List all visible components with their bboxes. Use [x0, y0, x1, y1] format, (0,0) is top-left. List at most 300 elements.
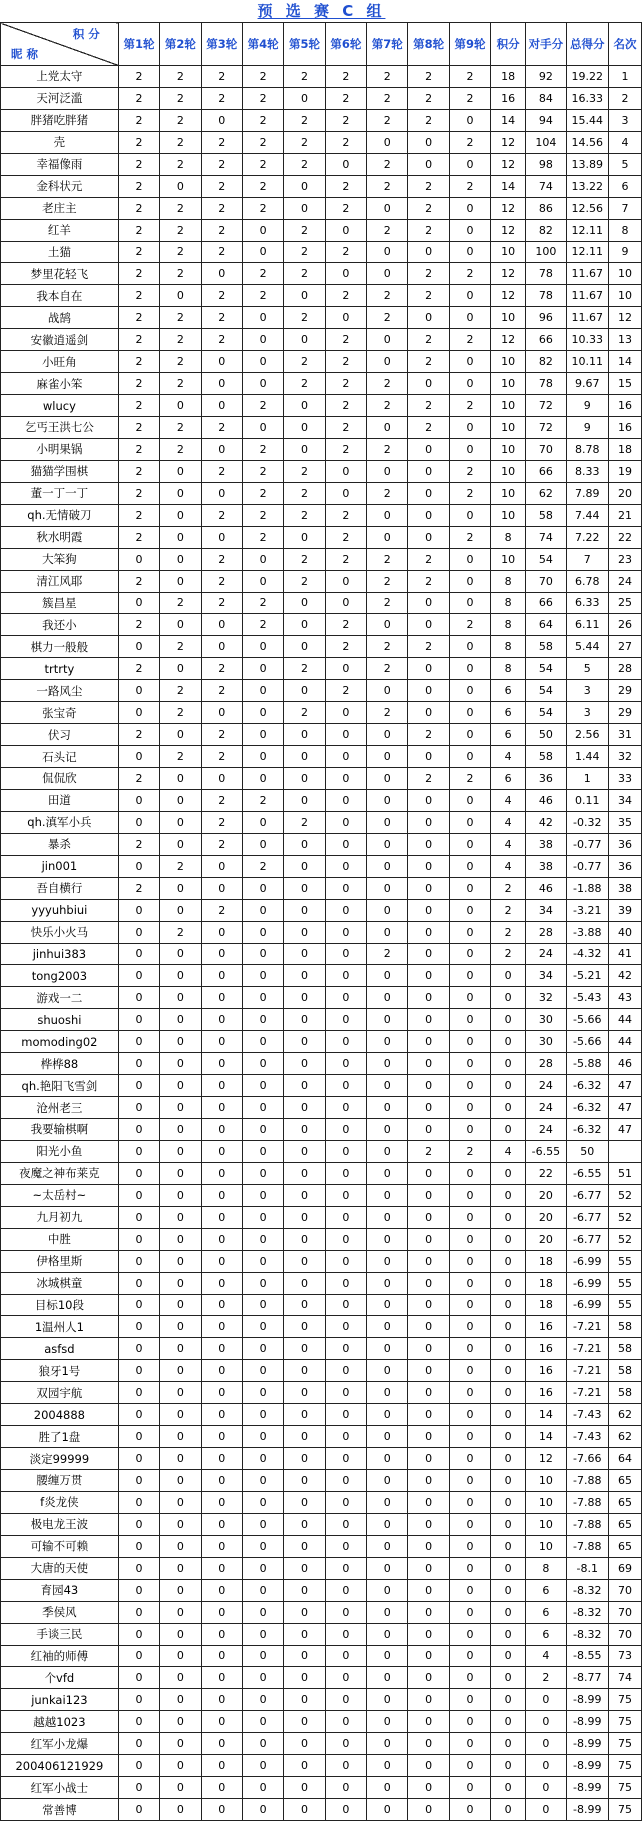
round-8-cell: 0 — [408, 789, 449, 811]
points-cell: 10 — [491, 395, 526, 417]
round-4-cell: 0 — [242, 1140, 283, 1162]
total-score-cell: 16.33 — [566, 87, 608, 109]
round-6-cell: 2 — [325, 66, 366, 88]
round-3-cell: 2 — [201, 899, 242, 921]
round-1-cell: 0 — [118, 636, 159, 658]
round-2-cell: 0 — [160, 1382, 201, 1404]
rank-cell: 36 — [608, 855, 641, 877]
table-row — [1, 1777, 642, 1799]
round-2-cell: 2 — [160, 592, 201, 614]
round-8-cell: 0 — [408, 482, 449, 504]
round-1-cell: 2 — [118, 877, 159, 899]
rank-cell: 55 — [608, 1272, 641, 1294]
round-1-cell: 0 — [118, 1601, 159, 1623]
round-5-cell: 0 — [284, 1557, 325, 1579]
total-score-cell: -6.77 — [566, 1206, 608, 1228]
round-6-cell: 0 — [325, 307, 366, 329]
round-3-cell: 2 — [201, 592, 242, 614]
table-row — [1, 680, 642, 702]
round-4-cell: 0 — [242, 746, 283, 768]
header-points: 积分 — [491, 23, 526, 66]
round-7-cell: 0 — [367, 197, 408, 219]
round-2-cell: 2 — [160, 219, 201, 241]
table-header — [1, 23, 642, 66]
round-1-cell: 2 — [118, 197, 159, 219]
round-4-cell: 0 — [242, 1097, 283, 1119]
round-6-cell: 0 — [325, 153, 366, 175]
opponent-score-cell: 54 — [526, 702, 566, 724]
points-cell: 0 — [491, 1228, 526, 1250]
header-round-9: 第9轮 — [449, 23, 490, 66]
table-row — [1, 1338, 642, 1360]
round-5-cell: 0 — [284, 1250, 325, 1272]
round-6-cell: 0 — [325, 1184, 366, 1206]
round-6-cell: 0 — [325, 987, 366, 1009]
round-2-cell: 0 — [160, 1645, 201, 1667]
round-6-cell: 0 — [325, 1755, 366, 1777]
rank-cell: 55 — [608, 1250, 641, 1272]
round-1-cell: 0 — [118, 1448, 159, 1470]
round-2-cell: 0 — [160, 1448, 201, 1470]
round-3-cell: 2 — [201, 307, 242, 329]
total-score-cell: -8.32 — [566, 1579, 608, 1601]
round-9-cell: 2 — [449, 614, 490, 636]
round-6-cell: 0 — [325, 1250, 366, 1272]
round-8-cell: 2 — [408, 109, 449, 131]
round-5-cell: 0 — [284, 1097, 325, 1119]
round-2-cell: 2 — [160, 109, 201, 131]
total-score-cell: -6.55 — [566, 1162, 608, 1184]
opponent-score-cell: 0 — [526, 1755, 566, 1777]
round-8-cell: 2 — [408, 175, 449, 197]
round-1-cell: 2 — [118, 329, 159, 351]
player-name-cell: 极电龙王波 — [1, 1513, 119, 1535]
round-3-cell: 0 — [201, 1184, 242, 1206]
round-7-cell: 0 — [367, 987, 408, 1009]
player-name-cell: qh.滇军小兵 — [1, 811, 119, 833]
header-round-3: 第3轮 — [201, 23, 242, 66]
points-cell: 0 — [491, 1799, 526, 1821]
round-2-cell: 0 — [160, 1075, 201, 1097]
round-7-cell: 2 — [367, 285, 408, 307]
round-5-cell: 0 — [284, 395, 325, 417]
points-cell: 0 — [491, 1667, 526, 1689]
player-name-cell: 伊格里斯 — [1, 1250, 119, 1272]
round-1-cell: 0 — [118, 1228, 159, 1250]
rank-cell: 43 — [608, 987, 641, 1009]
rank-cell: 10 — [608, 263, 641, 285]
corner-nickname-label: 昵 称 — [11, 47, 39, 61]
round-9-cell: 0 — [449, 417, 490, 439]
round-5-cell: 2 — [284, 570, 325, 592]
round-8-cell: 0 — [408, 153, 449, 175]
total-score-cell: 19.22 — [566, 66, 608, 88]
round-2-cell: 0 — [160, 570, 201, 592]
round-2-cell: 0 — [160, 1031, 201, 1053]
total-score-cell: -0.77 — [566, 855, 608, 877]
round-1-cell: 0 — [118, 1404, 159, 1426]
round-3-cell: 2 — [201, 197, 242, 219]
round-7-cell: 2 — [367, 592, 408, 614]
round-1-cell: 2 — [118, 460, 159, 482]
opponent-score-cell: 38 — [526, 855, 566, 877]
round-6-cell: 0 — [325, 1272, 366, 1294]
points-cell: 10 — [491, 241, 526, 263]
round-2-cell: 0 — [160, 285, 201, 307]
round-5-cell: 0 — [284, 1184, 325, 1206]
round-9-cell: 0 — [449, 746, 490, 768]
round-1-cell: 0 — [118, 1053, 159, 1075]
points-cell: 0 — [491, 1294, 526, 1316]
round-4-cell: 2 — [242, 855, 283, 877]
round-7-cell: 0 — [367, 1294, 408, 1316]
table-row — [1, 1689, 642, 1711]
round-2-cell: 0 — [160, 1689, 201, 1711]
round-6-cell: 0 — [325, 570, 366, 592]
round-4-cell: 0 — [242, 1799, 283, 1821]
opponent-score-cell: 46 — [526, 789, 566, 811]
rank-cell: 3 — [608, 109, 641, 131]
corner-points-label: 积 分 — [72, 27, 100, 41]
round-3-cell: 0 — [201, 1667, 242, 1689]
total-score-cell: 12.11 — [566, 241, 608, 263]
round-3-cell: 0 — [201, 1294, 242, 1316]
round-7-cell: 0 — [367, 855, 408, 877]
rank-cell: 1 — [608, 66, 641, 88]
round-1-cell: 2 — [118, 724, 159, 746]
table-row — [1, 175, 642, 197]
total-score-cell: 9.67 — [566, 373, 608, 395]
results-table — [0, 22, 642, 1821]
round-9-cell: 0 — [449, 1448, 490, 1470]
table-row — [1, 395, 642, 417]
round-6-cell: 0 — [325, 460, 366, 482]
total-score-cell: 3 — [566, 680, 608, 702]
round-1-cell: 0 — [118, 1667, 159, 1689]
round-1-cell: 0 — [118, 1272, 159, 1294]
round-1-cell: 0 — [118, 899, 159, 921]
points-cell: 8 — [491, 658, 526, 680]
header-corner — [1, 23, 119, 66]
player-name-cell: 游戏一二 — [1, 987, 119, 1009]
round-1-cell: 0 — [118, 1119, 159, 1141]
total-score-cell: -3.21 — [566, 899, 608, 921]
round-3-cell: 0 — [201, 1470, 242, 1492]
total-score-cell: -7.88 — [566, 1535, 608, 1557]
round-8-cell: 0 — [408, 1579, 449, 1601]
round-2-cell: 0 — [160, 1184, 201, 1206]
opponent-score-cell: 58 — [526, 746, 566, 768]
total-score-cell: -6.32 — [566, 1097, 608, 1119]
table-row — [1, 1009, 642, 1031]
round-8-cell: 0 — [408, 1338, 449, 1360]
round-4-cell: 0 — [242, 636, 283, 658]
points-cell: 0 — [491, 1645, 526, 1667]
round-8-cell: 0 — [408, 614, 449, 636]
player-name-cell: 胜了1盘 — [1, 1426, 119, 1448]
round-3-cell: 2 — [201, 746, 242, 768]
header-round-1: 第1轮 — [118, 23, 159, 66]
round-3-cell: 0 — [201, 1053, 242, 1075]
points-cell: 0 — [491, 1448, 526, 1470]
points-cell: 2 — [491, 877, 526, 899]
opponent-score-cell: 24 — [526, 1097, 566, 1119]
round-2-cell: 2 — [160, 87, 201, 109]
header-round-7: 第7轮 — [367, 23, 408, 66]
player-name-cell: 石头记 — [1, 746, 119, 768]
round-6-cell: 2 — [325, 395, 366, 417]
round-2-cell: 0 — [160, 1053, 201, 1075]
round-6-cell: 0 — [325, 1601, 366, 1623]
total-score-cell: 6.11 — [566, 614, 608, 636]
total-score-cell: -6.99 — [566, 1294, 608, 1316]
round-1-cell: 2 — [118, 417, 159, 439]
round-6-cell: 0 — [325, 724, 366, 746]
rank-cell: 24 — [608, 570, 641, 592]
round-4-cell: 2 — [242, 460, 283, 482]
round-8-cell: 0 — [408, 1711, 449, 1733]
round-5-cell: 0 — [284, 965, 325, 987]
player-name-cell: 个vfd — [1, 1667, 119, 1689]
opponent-score-cell: 78 — [526, 285, 566, 307]
round-6-cell: 0 — [325, 1711, 366, 1733]
round-5-cell: 2 — [284, 373, 325, 395]
round-3-cell: 0 — [201, 1579, 242, 1601]
round-6-cell: 0 — [325, 1667, 366, 1689]
round-3-cell: 2 — [201, 131, 242, 153]
round-4-cell: 2 — [242, 285, 283, 307]
round-4-cell: 2 — [242, 87, 283, 109]
rank-cell: 40 — [608, 921, 641, 943]
rank-cell: 75 — [608, 1711, 641, 1733]
round-1-cell: 2 — [118, 351, 159, 373]
rank-cell: 42 — [608, 965, 641, 987]
player-name-cell: yyyuhbiui — [1, 899, 119, 921]
total-score-cell: -0.32 — [566, 811, 608, 833]
round-7-cell: 0 — [367, 526, 408, 548]
points-cell: 12 — [491, 219, 526, 241]
opponent-score-cell: 66 — [526, 592, 566, 614]
player-name-cell: 中胜 — [1, 1228, 119, 1250]
player-name-cell: 红袖的师傅 — [1, 1645, 119, 1667]
round-9-cell: 2 — [449, 87, 490, 109]
round-7-cell: 0 — [367, 1579, 408, 1601]
round-2-cell: 2 — [160, 241, 201, 263]
player-name-cell: 战鹄 — [1, 307, 119, 329]
rank-cell: 47 — [608, 1119, 641, 1141]
round-8-cell: 0 — [408, 241, 449, 263]
rank-cell: 32 — [608, 746, 641, 768]
rank-cell: 47 — [608, 1097, 641, 1119]
player-name-cell: 越越1023 — [1, 1711, 119, 1733]
round-2-cell: 0 — [160, 811, 201, 833]
round-5-cell: 0 — [284, 833, 325, 855]
round-8-cell: 2 — [408, 548, 449, 570]
round-4-cell: 0 — [242, 833, 283, 855]
round-4-cell: 0 — [242, 1623, 283, 1645]
round-9-cell: 0 — [449, 1382, 490, 1404]
round-4-cell: 0 — [242, 1491, 283, 1513]
round-6-cell: 0 — [325, 1316, 366, 1338]
round-9-cell: 0 — [449, 1535, 490, 1557]
round-4-cell: 0 — [242, 965, 283, 987]
round-3-cell: 0 — [201, 614, 242, 636]
round-3-cell: 2 — [201, 153, 242, 175]
round-8-cell: 0 — [408, 1755, 449, 1777]
points-cell: 0 — [491, 1250, 526, 1272]
round-9-cell: 0 — [449, 833, 490, 855]
round-1-cell: 2 — [118, 175, 159, 197]
opponent-score-cell: 54 — [526, 548, 566, 570]
total-score-cell: -8.99 — [566, 1733, 608, 1755]
round-9-cell: 2 — [449, 526, 490, 548]
round-1-cell: 0 — [118, 1711, 159, 1733]
table-row — [1, 1645, 642, 1667]
round-9-cell: 2 — [449, 329, 490, 351]
round-9-cell: 0 — [449, 789, 490, 811]
round-5-cell: 0 — [284, 855, 325, 877]
round-8-cell: 2 — [408, 197, 449, 219]
round-2-cell: 2 — [160, 373, 201, 395]
opponent-score-cell: 24 — [526, 943, 566, 965]
points-cell: 0 — [491, 1075, 526, 1097]
round-6-cell: 2 — [325, 636, 366, 658]
points-cell: 6 — [491, 702, 526, 724]
player-name-cell: 我还小 — [1, 614, 119, 636]
opponent-score-cell: 6 — [526, 1601, 566, 1623]
round-4-cell: 0 — [242, 1250, 283, 1272]
round-7-cell: 0 — [367, 263, 408, 285]
opponent-score-cell: 0 — [526, 1689, 566, 1711]
round-1-cell: 2 — [118, 614, 159, 636]
round-4-cell: 0 — [242, 548, 283, 570]
rank-cell: 58 — [608, 1338, 641, 1360]
round-7-cell: 0 — [367, 417, 408, 439]
player-name-cell: 金科状元 — [1, 175, 119, 197]
round-6-cell: 0 — [325, 1777, 366, 1799]
table-row — [1, 1228, 642, 1250]
round-4-cell: 0 — [242, 1579, 283, 1601]
table-row — [1, 636, 642, 658]
round-6-cell: 0 — [325, 1228, 366, 1250]
player-name-cell: 麻雀小笨 — [1, 373, 119, 395]
round-2-cell: 0 — [160, 1755, 201, 1777]
round-7-cell: 2 — [367, 482, 408, 504]
points-cell: 0 — [491, 1623, 526, 1645]
player-name-cell: 土猫 — [1, 241, 119, 263]
round-8-cell: 0 — [408, 1601, 449, 1623]
round-9-cell: 0 — [449, 1031, 490, 1053]
round-4-cell: 2 — [242, 395, 283, 417]
round-4-cell: 0 — [242, 307, 283, 329]
header-round-5: 第5轮 — [284, 23, 325, 66]
round-9-cell: 0 — [449, 592, 490, 614]
round-1-cell: 0 — [118, 1009, 159, 1031]
table-row — [1, 1426, 642, 1448]
round-7-cell: 0 — [367, 1228, 408, 1250]
total-score-cell: 9 — [566, 417, 608, 439]
points-cell: 10 — [491, 504, 526, 526]
total-score-cell: -8.99 — [566, 1777, 608, 1799]
round-9-cell: 0 — [449, 570, 490, 592]
round-7-cell: 0 — [367, 1799, 408, 1821]
player-name-cell: 九月初九 — [1, 1206, 119, 1228]
round-5-cell: 0 — [284, 1799, 325, 1821]
opponent-score-cell: 34 — [526, 899, 566, 921]
player-name-cell: trtrty — [1, 658, 119, 680]
player-name-cell: 幸福像雨 — [1, 153, 119, 175]
round-1-cell: 0 — [118, 855, 159, 877]
table-row — [1, 855, 642, 877]
round-8-cell: 0 — [408, 680, 449, 702]
table-row — [1, 329, 642, 351]
round-3-cell: 0 — [201, 1491, 242, 1513]
round-7-cell: 0 — [367, 1777, 408, 1799]
opponent-score-cell: 28 — [526, 921, 566, 943]
round-3-cell: 0 — [201, 1097, 242, 1119]
opponent-score-cell: 50 — [526, 724, 566, 746]
round-1-cell: 0 — [118, 1645, 159, 1667]
table-row — [1, 1799, 642, 1821]
points-cell: 8 — [491, 570, 526, 592]
round-8-cell: 0 — [408, 1360, 449, 1382]
round-5-cell: 0 — [284, 417, 325, 439]
round-8-cell: 0 — [408, 746, 449, 768]
round-6-cell: 0 — [325, 921, 366, 943]
round-9-cell: 0 — [449, 965, 490, 987]
rank-cell: 58 — [608, 1382, 641, 1404]
round-6-cell: 0 — [325, 1009, 366, 1031]
table-row — [1, 1711, 642, 1733]
round-2-cell: 0 — [160, 789, 201, 811]
round-4-cell: 0 — [242, 1711, 283, 1733]
points-cell: 0 — [491, 1053, 526, 1075]
round-2-cell: 2 — [160, 66, 201, 88]
round-1-cell: 2 — [118, 109, 159, 131]
round-6-cell: 0 — [325, 833, 366, 855]
rank-cell: 75 — [608, 1689, 641, 1711]
round-3-cell: 0 — [201, 1601, 242, 1623]
round-5-cell: 2 — [284, 548, 325, 570]
player-name-cell: 小明果锅 — [1, 438, 119, 460]
player-name-cell: 张宝奇 — [1, 702, 119, 724]
round-3-cell: 0 — [201, 1338, 242, 1360]
round-2-cell: 0 — [160, 460, 201, 482]
points-cell: 4 — [491, 811, 526, 833]
player-name-cell: 手谈三民 — [1, 1623, 119, 1645]
points-cell: 0 — [491, 1119, 526, 1141]
round-4-cell: 2 — [242, 789, 283, 811]
opponent-score-cell: 10 — [526, 1470, 566, 1492]
round-1-cell: 0 — [118, 1184, 159, 1206]
round-7-cell: 0 — [367, 1513, 408, 1535]
round-1-cell: 0 — [118, 1294, 159, 1316]
points-cell: 10 — [491, 373, 526, 395]
round-7-cell: 0 — [367, 680, 408, 702]
round-8-cell: 0 — [408, 921, 449, 943]
round-9-cell: 0 — [449, 1250, 490, 1272]
round-1-cell: 0 — [118, 1623, 159, 1645]
round-2-cell: 0 — [160, 482, 201, 504]
opponent-score-cell: 70 — [526, 438, 566, 460]
round-9-cell: 0 — [449, 1689, 490, 1711]
round-2-cell: 2 — [160, 197, 201, 219]
round-7-cell: 0 — [367, 1140, 408, 1162]
round-5-cell: 0 — [284, 1426, 325, 1448]
round-4-cell: 0 — [242, 1470, 283, 1492]
round-5-cell: 0 — [284, 1316, 325, 1338]
round-8-cell: 0 — [408, 833, 449, 855]
